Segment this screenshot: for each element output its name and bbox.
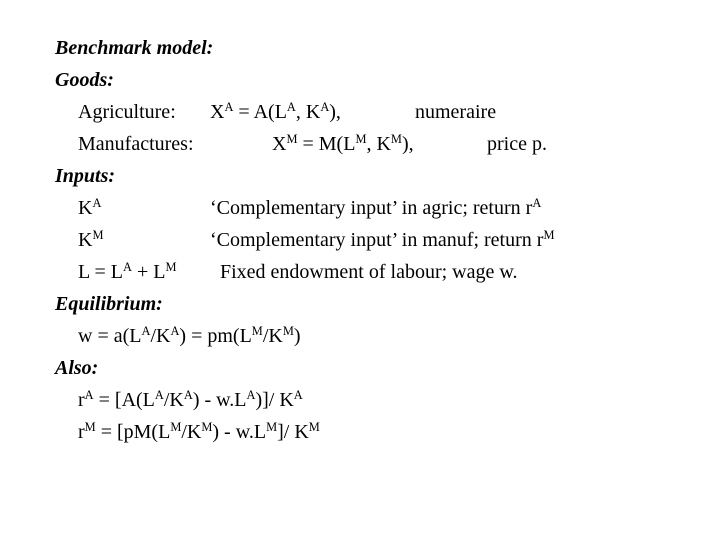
also-ra-equation-text: $r^A = [A(L^A/K^A) - w.L^A)]/$ $K^A$ — [78, 388, 303, 411]
manufactures-equation — [272, 134, 414, 154]
agriculture-label: Agriculture: — [78, 101, 176, 123]
input-km-description-text: ‘Complementary input’ in manuf; return $r^M$ — [210, 228, 555, 251]
input-labour-symbol — [78, 262, 176, 282]
input-km-symbol-text: $K^M$ — [78, 228, 104, 251]
heading-also: Also: — [55, 357, 99, 379]
input-km-symbol — [78, 230, 103, 250]
agriculture-note: numeraire — [415, 101, 497, 123]
input-ka-symbol — [78, 198, 101, 218]
manufactures-equation-text: $X^M = M(L^M$, $K^M$), — [272, 132, 414, 155]
input-ka-symbol-text: $K^A$ — [78, 196, 102, 219]
also-ra-equation — [78, 390, 303, 410]
heading-equilibrium: Equilibrium: — [55, 293, 163, 315]
heading-inputs: Inputs: — [55, 165, 116, 187]
manufactures-note: price p. — [487, 133, 547, 155]
input-labour-symbol-text: $L = L^A + L^M$ — [78, 260, 177, 283]
input-km-description — [210, 230, 554, 250]
heading-benchmark-model: Benchmark model: — [55, 37, 214, 59]
manufactures-label: Manufactures: — [78, 133, 194, 155]
input-labour-description: Fixed endowment of labour; wage w. — [220, 261, 518, 283]
input-ka-description — [210, 198, 541, 218]
input-ka-description-text: ‘Complementary input’ in agric; return $r^A$ — [210, 196, 542, 219]
goods-agriculture-row — [78, 102, 176, 122]
agriculture-equation — [210, 102, 341, 122]
also-rm-equation-text: $r^M = [pM(L^M/K^M) - w.L^M]/$ $K^M$ — [78, 420, 320, 443]
equilibrium-equation — [78, 326, 301, 346]
agriculture-equation-text: $X^A = A(L^A$, $K^A$), — [210, 100, 341, 123]
also-rm-equation — [78, 422, 320, 442]
heading-goods: Goods: — [55, 69, 114, 91]
equilibrium-equation-text: $w = a(L^A/K^A) = pm(L^M/K^M)$ — [78, 324, 301, 347]
